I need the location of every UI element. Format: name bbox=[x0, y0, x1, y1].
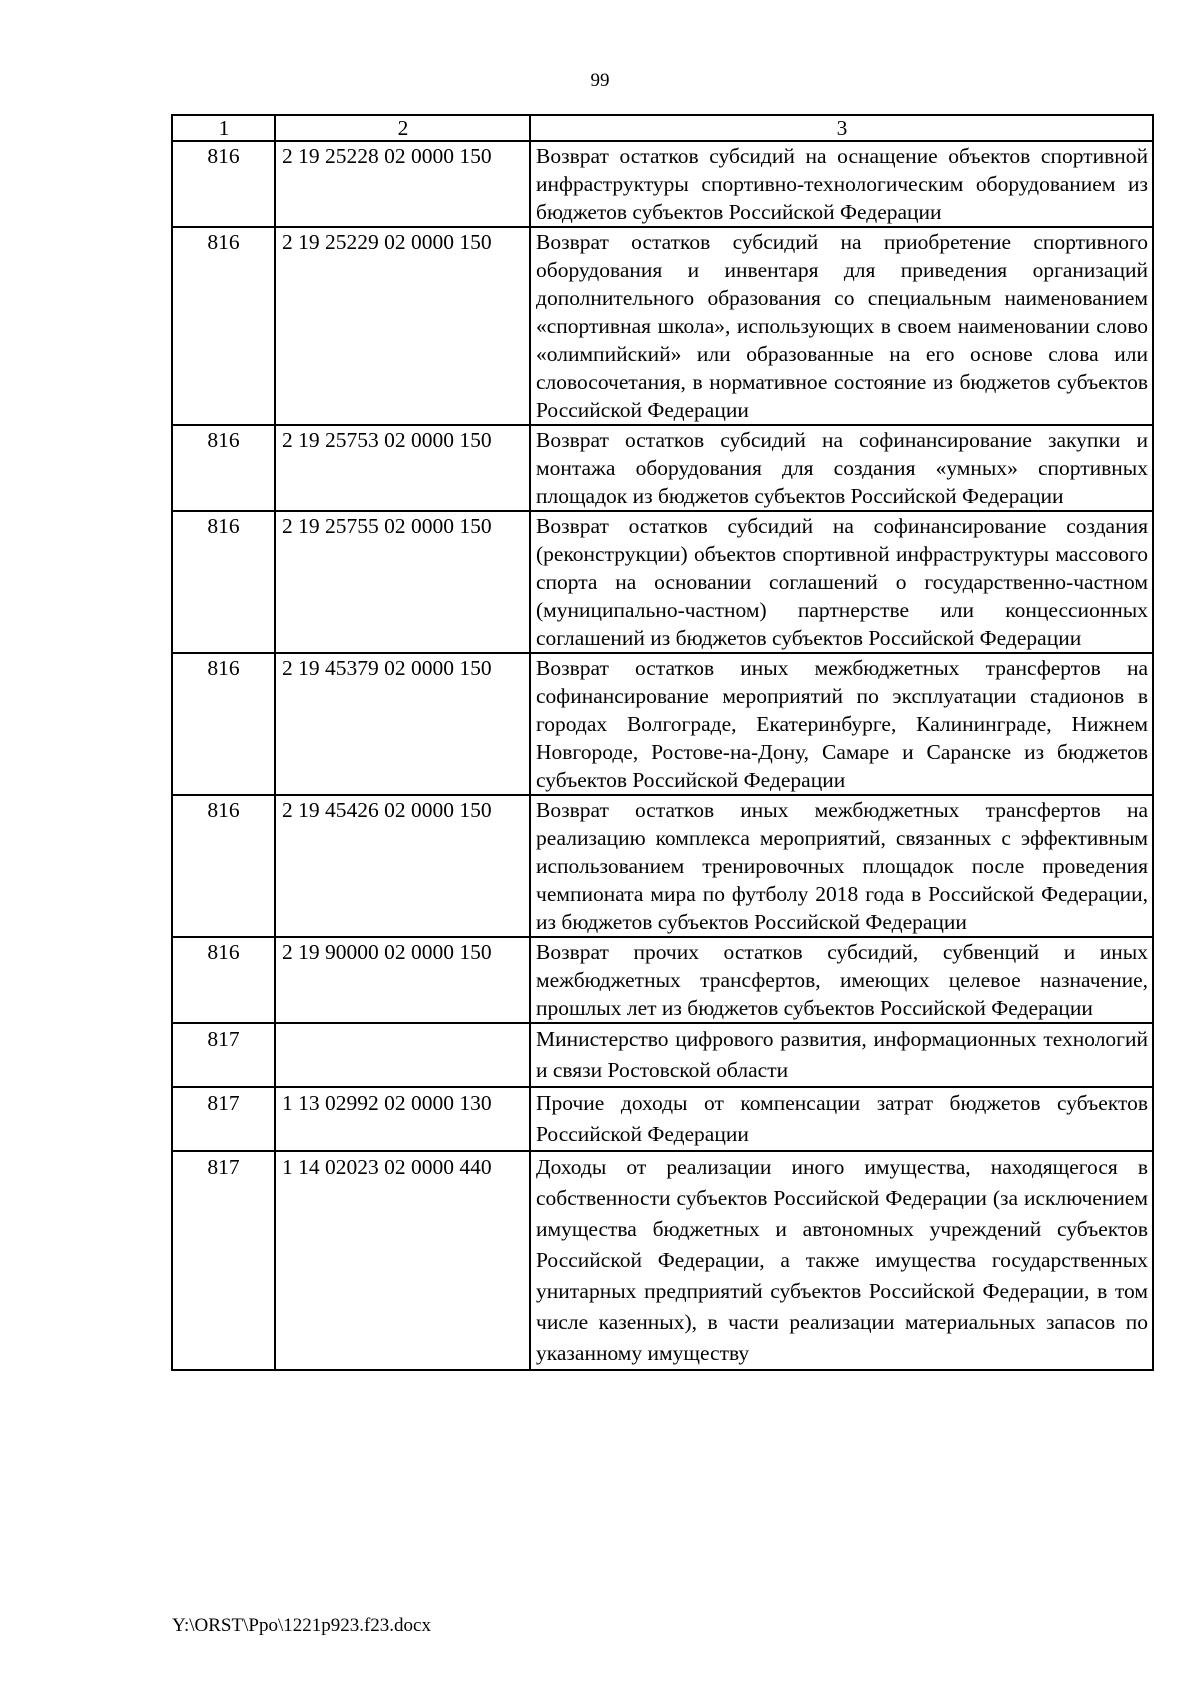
description-cell: Министерство цифрового развития, информационных технологий и связи Ростовской области bbox=[530, 1023, 1153, 1087]
admin-code-cell: 816 bbox=[172, 937, 275, 1023]
table-header-row bbox=[172, 115, 1153, 141]
description-cell: Возврат остатков иных межбюджетных трансфертов на софинансирование мероприятий по эксплуатации стадионов в городах Волгограде, Екатеринбурге, Калининграде, Нижнем Новгороде, Ростове-на-Дону, Самаре и Саранске из бюджетов субъектов Российской Федерации bbox=[530, 653, 1153, 795]
revenue-code-cell: 2 19 25755 02 0000 150 bbox=[275, 511, 530, 653]
description-cell: Возврат остатков иных межбюджетных трансфертов на реализацию комплекса мероприятий, связанных с эффективным использованием тренировочных площадок после проведения чемпионата мира по футболу 2018 года в Российской Федерации, из бюджетов субъектов Российской Федерации bbox=[530, 795, 1153, 937]
description-cell: Возврат остатков субсидий на софинансирование создания (реконструкции) объектов спортивной инфраструктуры массового спорта на основании соглашений о государственно-частном (муниципально-частном) партнерстве или концессионных соглашений из бюджетов субъектов Российской Федерации bbox=[530, 511, 1153, 653]
table-row bbox=[172, 1023, 1153, 1087]
admin-code-cell: 816 bbox=[172, 141, 275, 227]
table-row bbox=[172, 227, 1153, 425]
admin-code-cell: 817 bbox=[172, 1023, 275, 1087]
revenue-code-cell: 2 19 45379 02 0000 150 bbox=[275, 653, 530, 795]
revenue-code-cell: 2 19 25753 02 0000 150 bbox=[275, 425, 530, 511]
document-file-path: Y:\ORST\Ppo\1221p923.f23.docx bbox=[172, 1615, 431, 1636]
column-header-description: 3 bbox=[530, 115, 1153, 141]
admin-code-cell: 816 bbox=[172, 511, 275, 653]
description-cell: Возврат остатков субсидий на приобретение спортивного оборудования и инвентаря для приведения организаций дополнительного образования со специальным наименованием «спортивная школа», использующих в своем наименовании слово «олимпийский» или образованные на его основе слова или словосочетания, в нормативное состояние из бюджетов субъектов Российской Федерации bbox=[530, 227, 1153, 425]
revenue-code-cell: 2 19 25229 02 0000 150 bbox=[275, 227, 530, 425]
table-row bbox=[172, 141, 1153, 227]
table-row bbox=[172, 795, 1153, 937]
table-row bbox=[172, 1087, 1153, 1151]
admin-code-cell: 816 bbox=[172, 227, 275, 425]
table-row bbox=[172, 653, 1153, 795]
description-cell: Возврат остатков субсидий на софинансирование закупки и монтажа оборудования для создания «умных» спортивных площадок из бюджетов субъектов Российской Федерации bbox=[530, 425, 1153, 511]
admin-code-cell: 817 bbox=[172, 1151, 275, 1370]
description-cell: Доходы от реализации иного имущества, находящегося в собственности субъектов Российской Федерации (за исключением имущества бюджетных и автономных учреждений субъектов Российской Федерации, а также имущества государственных унитарных предприятий субъектов Российской Федерации, в том числе казенных), в части реализации материальных запасов по указанному имуществу bbox=[530, 1151, 1153, 1370]
table-row bbox=[172, 937, 1153, 1023]
admin-code-cell: 816 bbox=[172, 425, 275, 511]
column-header-admin: 1 bbox=[172, 115, 275, 141]
revenue-code-cell: 1 14 02023 02 0000 440 bbox=[275, 1151, 530, 1370]
description-cell: Возврат остатков субсидий на оснащение объектов спортивной инфраструктуры спортивно-технологическим оборудованием из бюджетов субъектов Российской Федерации bbox=[530, 141, 1153, 227]
revenue-code-cell: 1 13 02992 02 0000 130 bbox=[275, 1087, 530, 1151]
table-row bbox=[172, 1151, 1153, 1370]
revenue-codes-table bbox=[171, 114, 1154, 1371]
revenue-code-cell bbox=[275, 1023, 530, 1087]
page-number: 99 bbox=[590, 70, 610, 91]
column-header-code: 2 bbox=[275, 115, 530, 141]
admin-code-cell: 816 bbox=[172, 795, 275, 937]
description-cell: Возврат прочих остатков субсидий, субвенций и иных межбюджетных трансфертов, имеющих целевое назначение, прошлых лет из бюджетов субъектов Российской Федерации bbox=[530, 937, 1153, 1023]
table-row bbox=[172, 511, 1153, 653]
description-cell: Прочие доходы от компенсации затрат бюджетов субъектов Российской Федерации bbox=[530, 1087, 1153, 1151]
revenue-code-cell: 2 19 90000 02 0000 150 bbox=[275, 937, 530, 1023]
admin-code-cell: 817 bbox=[172, 1087, 275, 1151]
revenue-code-cell: 2 19 45426 02 0000 150 bbox=[275, 795, 530, 937]
admin-code-cell: 816 bbox=[172, 653, 275, 795]
table-row bbox=[172, 425, 1153, 511]
revenue-code-cell: 2 19 25228 02 0000 150 bbox=[275, 141, 530, 227]
